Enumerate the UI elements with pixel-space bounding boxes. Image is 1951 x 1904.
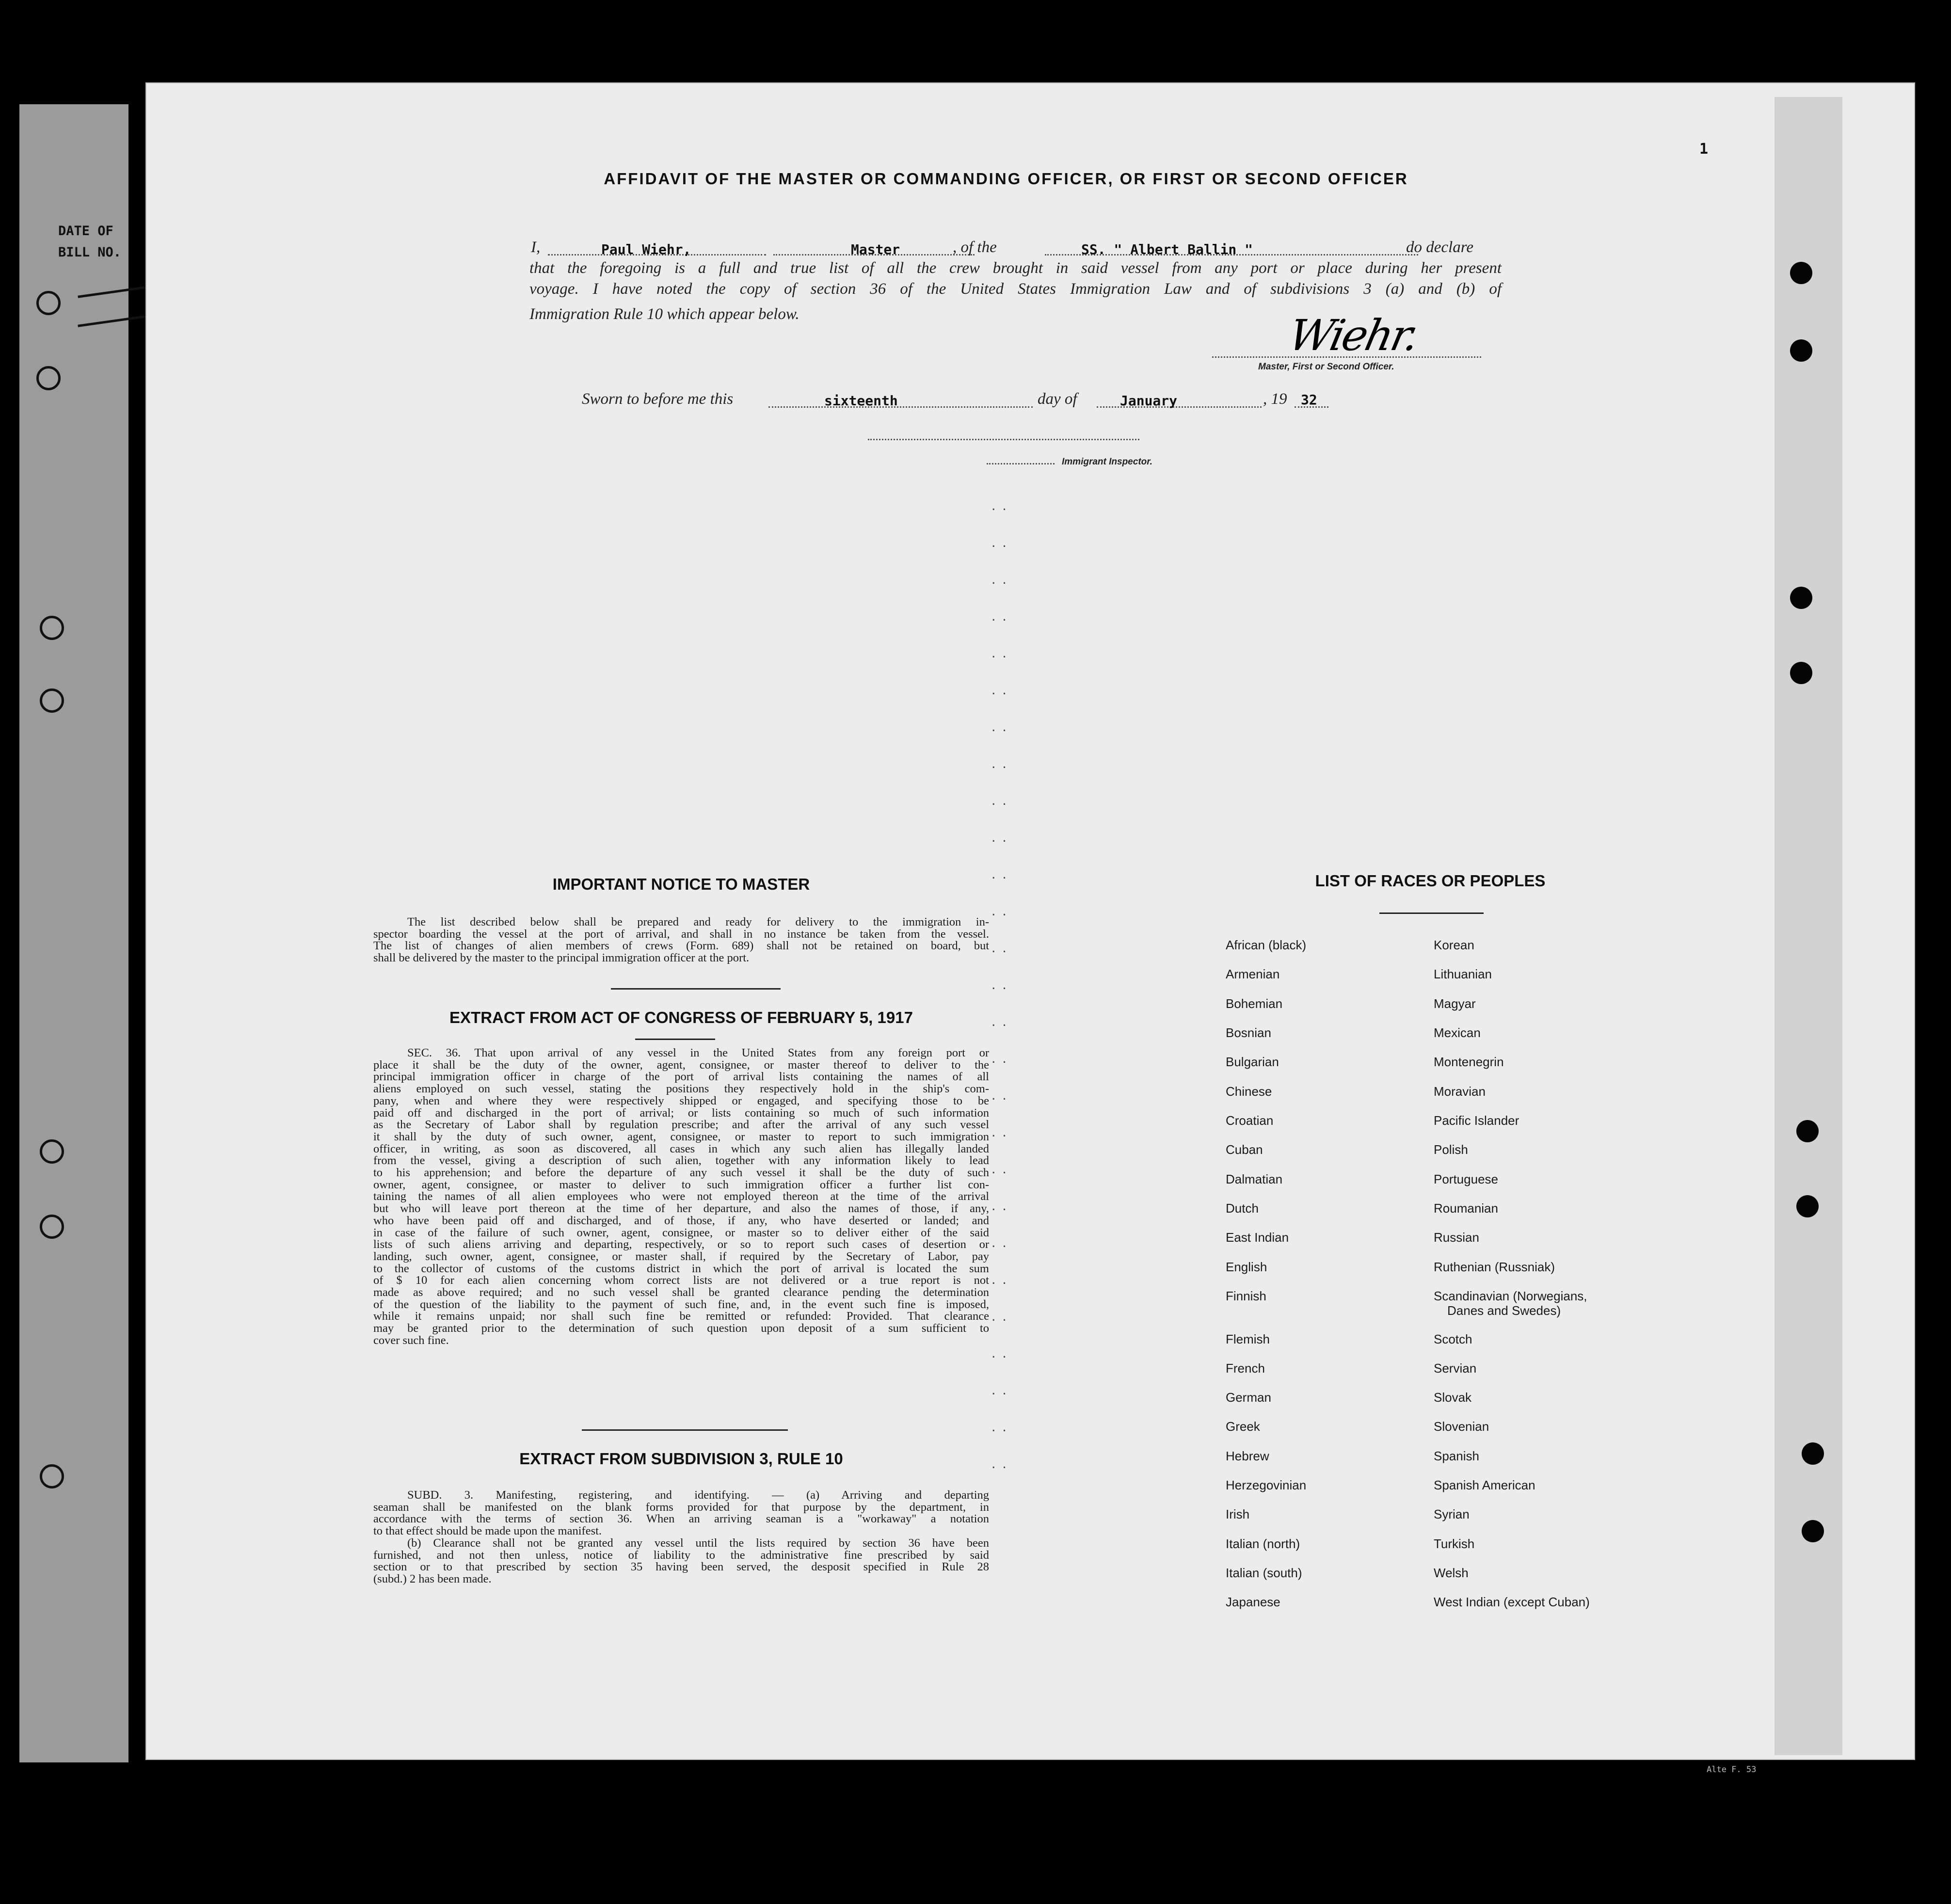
notice-line: The list described below shall be prepared and ready for delivery to the immigration in- — [407, 915, 989, 928]
race-item: Turkish — [1434, 1536, 1475, 1551]
binder-hole-icon — [40, 1215, 64, 1239]
sworn-month: January — [1120, 393, 1178, 409]
race-item: Scandinavian (Norwegians, — [1434, 1289, 1587, 1303]
race-item: Italian (north) — [1226, 1536, 1300, 1551]
inspector-fill-line-2 — [987, 463, 1055, 464]
signature-caption: Master, First or Second Officer. — [1258, 362, 1394, 372]
race-item: Greek — [1226, 1419, 1260, 1434]
race-item: Dalmatian — [1226, 1172, 1283, 1186]
act-line: owner, agent, consignee, or master to deliver to such immigration officer a further list con- — [373, 1178, 989, 1191]
rule-line: to that effect should be made upon the manifest. — [373, 1524, 602, 1538]
act-line: cover such fine. — [373, 1333, 449, 1347]
race-item: African (black) — [1226, 938, 1307, 952]
race-item: Lithuanian — [1434, 967, 1492, 981]
act-line: principal immigration officer in charge of the port of arrival lists containing the names of all — [373, 1070, 989, 1084]
race-item: Ruthenian (Russniak) — [1434, 1260, 1555, 1274]
act-line: while it remains unpaid; nor shall such fine be remitted or refunded: Provided. That clearance — [373, 1310, 989, 1323]
binder-hole-icon — [40, 1464, 64, 1488]
signature-line — [1212, 356, 1481, 358]
rule-line: (b) Clearance shall not be granted any vessel until the lists required by section 36 have been — [407, 1536, 989, 1550]
act-line: SEC. 36. That upon arrival of any vessel in the United States from any foreign port or — [407, 1046, 989, 1059]
race-item: Roumanian — [1434, 1201, 1498, 1216]
sworn-year: 32 — [1301, 392, 1317, 408]
act-line: may be granted prior to the determination of such question upon deposit of a sum sufficient to — [373, 1322, 989, 1335]
affidavit-line-4: Immigration Rule 10 which appear below. — [529, 305, 800, 323]
race-item: Slovenian — [1434, 1419, 1489, 1434]
act-line: pany, when and where they were respectively shipped or engaged, and specifying those to be — [373, 1094, 989, 1107]
label-do-declare: do declare — [1406, 239, 1473, 256]
inspector-fill-line — [868, 439, 1139, 440]
act-line: who have been paid off and discharged, and of those, if any, who have deserted or landed; and — [373, 1214, 989, 1227]
race-item: Scotch — [1434, 1332, 1472, 1346]
backing-stamp-label — [58, 221, 155, 263]
form-number: Alte F. 53 — [1707, 1765, 1757, 1775]
races-heading: LIST OF RACES OR PEOPLES — [1315, 872, 1546, 890]
act-line: in case of the failure of such owner, agent, consignee, or master so to deliver either of the said — [373, 1226, 989, 1239]
binder-hole-icon — [40, 616, 64, 640]
race-item: Pacific Islander — [1434, 1113, 1519, 1128]
act-line: aliens employed on such vessel, stating the positions they respectively hold in the ship's com- — [373, 1082, 989, 1096]
backing-label-line-2: BILL NO. — [58, 245, 122, 260]
act-line: landing, such owner, agent, consignee, or master shall, if required by the Secretary of Labor, pay — [373, 1249, 989, 1263]
race-item: Spanish — [1434, 1449, 1479, 1463]
race-item: Russian — [1434, 1230, 1479, 1245]
affidavit-declaration-row — [531, 239, 1501, 258]
backing-label-line-1: DATE OF — [58, 224, 113, 239]
rule-line: section or to that prescribed by section 35 having been served, the desposit specified in Rule 28 — [373, 1560, 989, 1574]
master-position: Master — [851, 241, 900, 257]
binder-hole-icon — [1796, 1120, 1819, 1142]
race-item: Servian — [1434, 1361, 1477, 1376]
binder-hole-icon — [1802, 1442, 1824, 1465]
rule-line: (subd.) 2 has been made. — [373, 1572, 492, 1585]
act-extract-body — [373, 1047, 989, 1347]
binder-hole-icon — [40, 1139, 64, 1164]
act-line: of $ 10 for each alien concerning whom correct lists are not delivered or a true report is not — [373, 1274, 989, 1287]
rule-line: accordance with the terms of section 36. When an arriving seaman is a "workaway" a notation — [373, 1512, 989, 1526]
inspector-caption: Immigrant Inspector. — [1062, 457, 1152, 467]
act-line: as the Secretary of Labor shall by regulation prescribe; and after the arrival of any such vessel — [373, 1118, 989, 1132]
act-line: lists of such aliens arriving and departing, respectively, or so to report such cases of desertion or — [373, 1238, 989, 1251]
year-fill-line — [1295, 406, 1328, 408]
act-line: but who will leave port thereon at the time of her departure, and also the names of those, if any, — [373, 1202, 989, 1216]
affidavit-line-3: voyage. I have noted the copy of section 36 of the United States Immigration Law and of subdivisions 3 (a) and (b) of — [529, 280, 1502, 298]
races-heading-rule — [1379, 912, 1484, 914]
act-line: to his apprehension; and before the departure of any such vessel it shall be the duty of such — [373, 1166, 989, 1180]
act-line: paid off and discharged in the port of arrival; or lists containing so much of such information — [373, 1106, 989, 1120]
sworn-label: Sworn to before me this — [582, 390, 734, 408]
rule-line: SUBD. 3. Manifesting, registering, and identifying. — (a) Arriving and departing — [407, 1488, 989, 1502]
race-item: Danes and Swedes) — [1447, 1303, 1561, 1318]
act-line: from the vessel, giving a description of such alien, together with any information likely to lead — [373, 1154, 989, 1168]
backing-board-left — [19, 104, 128, 1762]
race-item: Armenian — [1226, 967, 1280, 981]
act-line: made as above required; and no such vessel shall be granted clearance pending the determination — [373, 1286, 989, 1299]
binder-hole-icon — [36, 291, 61, 315]
affidavit-title: AFFIDAVIT OF THE MASTER OR COMMANDING OFFICER, OR FIRST OR SECOND OFFICER — [604, 170, 1408, 188]
race-item: Bulgarian — [1226, 1055, 1279, 1069]
race-item: Polish — [1434, 1142, 1468, 1157]
notice-heading-rule — [611, 988, 781, 990]
day-of-label: day of — [1038, 390, 1077, 408]
binder-hole-icon — [40, 688, 64, 713]
race-item: Welsh — [1434, 1566, 1469, 1580]
act-line: of the question of the liability to the payment of such fine, and, in the event such fine is imposed, — [373, 1297, 989, 1311]
race-item: French — [1226, 1361, 1265, 1376]
rule-extract-heading: EXTRACT FROM SUBDIVISION 3, RULE 10 — [519, 1450, 843, 1468]
binder-hole-icon — [1802, 1520, 1824, 1542]
notice-heading: IMPORTANT NOTICE TO MASTER — [552, 875, 810, 893]
race-item: English — [1226, 1260, 1267, 1274]
binder-hole-icon — [1790, 339, 1812, 362]
race-item: Bosnian — [1226, 1025, 1271, 1040]
race-item: Korean — [1434, 938, 1474, 952]
binder-hole-icon — [1790, 587, 1812, 609]
race-item: Japanese — [1226, 1595, 1280, 1609]
binder-hole-icon — [1790, 262, 1812, 284]
act-heading-rule — [635, 1039, 715, 1040]
race-item: Mexican — [1434, 1025, 1481, 1040]
race-item: German — [1226, 1390, 1271, 1405]
race-item: Cuban — [1226, 1142, 1263, 1157]
notice-line: spector boarding the vessel at the port of arrival, and shall in no instance be taken from the vessel. — [373, 927, 989, 941]
master-name: Paul Wiehr, — [601, 241, 691, 257]
race-item: Chinese — [1226, 1084, 1272, 1099]
race-item: Hebrew — [1226, 1449, 1269, 1463]
act-line: officer, in writing, as soon as discovered, all cases in which any such alien has illegally landed — [373, 1142, 989, 1155]
race-item: Herzegovinian — [1226, 1478, 1307, 1492]
act-line: place it shall be the duty of the owner, agent, consignee, or master thereof to deliver to the — [373, 1058, 989, 1072]
race-item: Magyar — [1434, 996, 1476, 1011]
race-item: Spanish American — [1434, 1478, 1535, 1492]
day-fill-line — [768, 406, 1033, 408]
race-item: Irish — [1226, 1507, 1250, 1521]
master-signature: Wiehr. — [1284, 310, 1423, 360]
rule-line: furnished, and not then unless, notice of liability to the administrative fine prescribed by said — [373, 1548, 989, 1562]
race-item: West Indian (except Cuban) — [1434, 1595, 1590, 1609]
corner-mark-top-right: 1 — [1699, 141, 1709, 158]
race-item: Bohemian — [1226, 996, 1283, 1011]
notice-line: shall be delivered by the master to the principal immigration officer at the port. — [373, 951, 750, 965]
race-item: East Indian — [1226, 1230, 1289, 1245]
year-prefix: , 19 — [1263, 390, 1287, 408]
binder-hole-icon — [1796, 1195, 1819, 1217]
act-line: it shall by the duty of such owner, agent, consignee, or master to report to such immigration — [373, 1130, 989, 1143]
binder-hole-icon — [1790, 662, 1812, 684]
race-item: Slovak — [1434, 1390, 1472, 1405]
vessel-name: SS. " Albert Ballin " — [1081, 241, 1253, 257]
sworn-day: sixteenth — [824, 393, 898, 409]
notice-line: The list of changes of alien members of crews (Form. 689) shall not be retained on board, but — [373, 939, 989, 953]
notice-body — [373, 916, 989, 964]
race-item: Dutch — [1226, 1201, 1259, 1216]
binder-hole-icon — [36, 366, 61, 390]
rule-extract-body — [373, 1489, 989, 1585]
affidavit-line-2: that the foregoing is a full and true list of all the crew brought in said vessel from any port or place during her present — [529, 259, 1502, 277]
label-of-the: , of the — [953, 239, 997, 256]
race-item: Flemish — [1226, 1332, 1270, 1346]
race-item: Montenegrin — [1434, 1055, 1504, 1069]
race-item: Syrian — [1434, 1507, 1470, 1521]
race-item: Moravian — [1434, 1084, 1486, 1099]
act-extract-heading: EXTRACT FROM ACT OF CONGRESS OF FEBRUARY 5, 1917 — [449, 1008, 913, 1026]
race-item: Portuguese — [1434, 1172, 1498, 1186]
race-item: Italian (south) — [1226, 1566, 1302, 1580]
faint-dot-marks: .. .. .. .. .. .. .. .. .. .. .. .. .. .. .. .. .. .. .. .. .. .. .. .. .. .. .. — [991, 497, 1013, 1472]
act-end-rule — [582, 1429, 788, 1431]
race-item: Croatian — [1226, 1113, 1274, 1128]
rule-line: seaman shall be manifested on the blank forms provided for that purpose by the department, in — [373, 1500, 989, 1514]
act-line: to the collector of customs of the customs district in which the port of arrival is located the sum — [373, 1262, 989, 1275]
label-i: I, — [531, 239, 541, 256]
act-line: taining the names of all alien employees who were not employed thereon at the time of the arrival — [373, 1190, 989, 1203]
race-item: Finnish — [1226, 1289, 1266, 1303]
